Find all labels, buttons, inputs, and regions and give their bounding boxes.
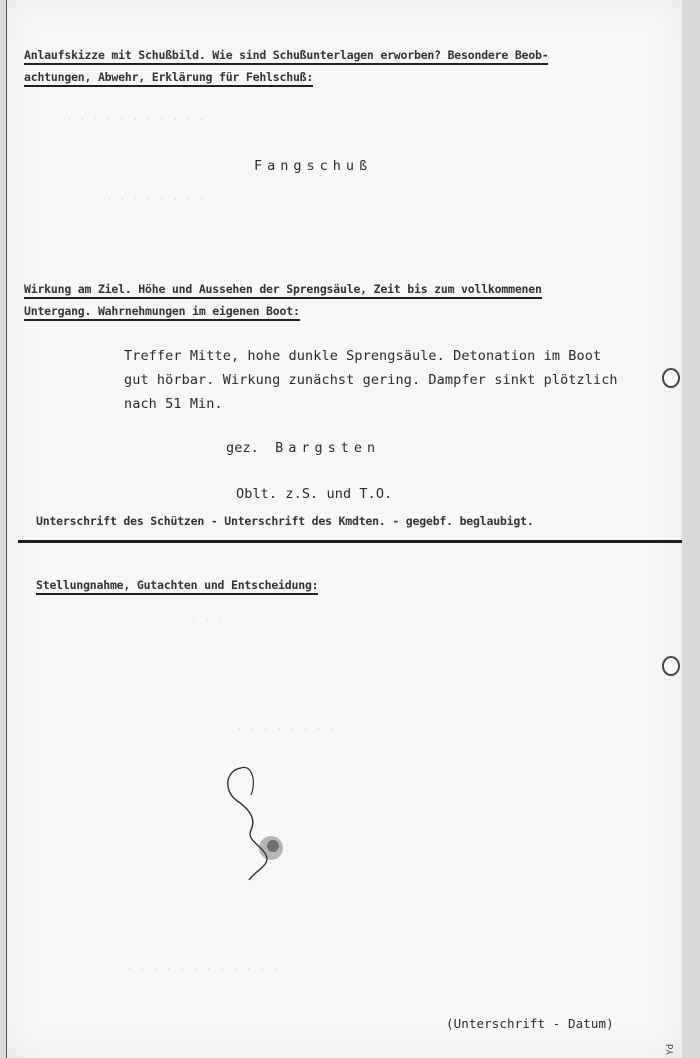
effect-text-line3: nach 51 Min. (124, 396, 223, 412)
bleed-through-text: . . . . . . . . . . . . (126, 960, 279, 973)
signature-date-caption: (Unterschrift - Datum) (446, 1016, 614, 1031)
signed-line (226, 440, 380, 456)
effect-text-line1: Treffer Mitte, hohe dunkle Sprengsäule. Detonation im Boot (124, 348, 602, 364)
page-edge (6, 0, 7, 1058)
document-page (6, 0, 682, 1058)
effect-text-line2: gut hörbar. Wirkung zunächst gering. Dampfer sinkt plötzlich (124, 372, 618, 388)
bleed-through-text: . . . . . . . . (236, 720, 336, 733)
thread-mark (221, 760, 301, 890)
section1-heading-line2: achtungen, Abwehr, Erklärung für Fehlschuß: (24, 70, 313, 87)
signature-caption: Unterschrift des Schützen - Unterschrift des Kmdten. - gegebf. beglaubigt. (36, 514, 534, 528)
section1-value: Fangschuß (254, 158, 373, 174)
rank-line: Oblt. z.S. und T.O. (236, 486, 393, 502)
signed-prefix: gez. (226, 440, 259, 456)
signed-name: Bargsten (275, 440, 381, 456)
bleed-through-text: . . . . . . . . (106, 190, 206, 203)
section3-heading: Stellungnahme, Gutachten und Entscheidung: (36, 578, 318, 595)
section1-heading-line1: Anlaufskizze mit Schußbild. Wie sind Schußunterlagen erworben? Besondere Beob- (24, 48, 548, 65)
section2-heading-line2: Untergang. Wahrnehmungen im eigenen Boot: (24, 304, 300, 321)
bleed-through-text: . . . . . . . . . . . (66, 110, 206, 123)
section2-heading-line1: Wirkung am Ziel. Höhe und Aussehen der Sprengsäule, Zeit bis zum vollkommenen (24, 282, 542, 299)
edge-note: Yd (666, 1044, 676, 1055)
punch-hole (662, 656, 680, 676)
bleed-through-text: . . . (191, 610, 225, 623)
punch-hole (662, 368, 680, 388)
section-divider (18, 540, 682, 543)
